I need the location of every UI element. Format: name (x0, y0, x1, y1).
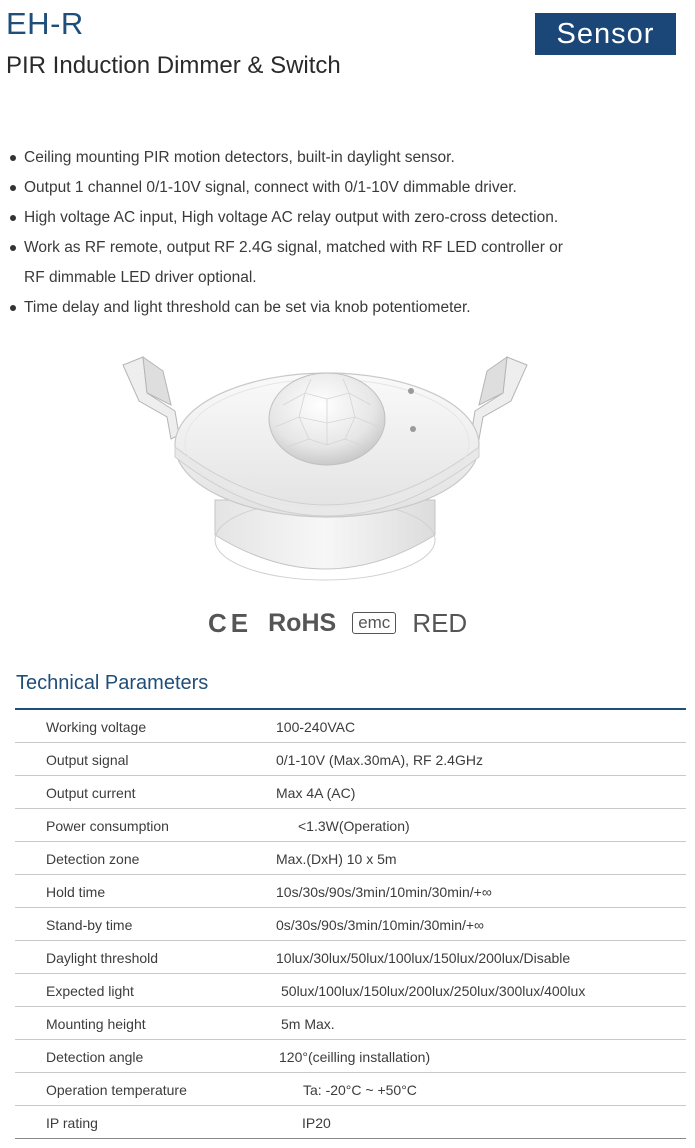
feature-item: Time delay and light threshold can be set via knob potentiometer. (8, 293, 678, 323)
param-name: IP rating (46, 1115, 98, 1131)
table-row (15, 1106, 686, 1139)
table-row (15, 1007, 686, 1040)
feature-item: High voltage AC input, High voltage AC relay output with zero-cross detection. (8, 203, 678, 233)
emc-mark: emc (352, 612, 396, 634)
param-name: Daylight threshold (46, 950, 159, 966)
param-name: Output signal (46, 752, 129, 768)
feature-list (8, 143, 678, 323)
param-value: 5m Max. (281, 1016, 335, 1032)
table-row (15, 908, 686, 941)
red-mark: RED (412, 607, 468, 638)
table-row (15, 974, 686, 1007)
rohs-mark: RoHS (268, 608, 337, 637)
param-name: Hold time (46, 884, 106, 900)
table-row (15, 842, 686, 875)
certification-marks (208, 606, 467, 640)
param-name: Stand-by time (46, 917, 133, 933)
bullet-icon (10, 155, 16, 161)
param-value: Max.(DxH) 10 x 5m (276, 851, 397, 867)
table-row (15, 1040, 686, 1073)
bullet-icon (10, 185, 16, 191)
table-row (15, 1073, 686, 1106)
feature-item: Work as RF remote, output RF 2.4G signal, matched with RF LED controller or RF dimmable LED driver optional. (8, 233, 678, 293)
param-value: 10lux/30lux/50lux/100lux/150lux/200lux/Disable (276, 950, 571, 966)
table-row (15, 710, 686, 743)
param-value: 50lux/100lux/150lux/200lux/250lux/300lux/400lux (281, 983, 586, 999)
param-value: 0s/30s/90s/3min/10min/30min/+∞ (276, 917, 485, 933)
param-name: Operation temperature (46, 1082, 187, 1098)
product-image (115, 335, 535, 590)
bullet-icon (10, 305, 16, 311)
table-row (15, 776, 686, 809)
param-name: Power consumption (46, 818, 169, 834)
param-value: <1.3W(Operation) (298, 818, 410, 834)
table-row (15, 809, 686, 842)
table-row (15, 941, 686, 974)
technical-parameters-title: Technical Parameters (16, 672, 209, 694)
bullet-icon (10, 215, 16, 221)
param-value: 100-240VAC (276, 719, 356, 735)
product-model: EH-R (6, 6, 84, 41)
param-name: Mounting height (46, 1016, 146, 1032)
ce-mark: CE (208, 607, 253, 638)
param-value: 120°(ceilling installation) (279, 1049, 431, 1065)
table-row (15, 743, 686, 776)
param-value: 0/1-10V (Max.30mA), RF 2.4GHz (276, 752, 483, 768)
feature-item: Ceiling mounting PIR motion detectors, built-in daylight sensor. (8, 143, 678, 173)
param-name: Working voltage (46, 719, 147, 735)
param-value: Ta: -20°C ~ +50°C (303, 1082, 417, 1098)
technical-parameters-table (15, 710, 686, 1139)
param-value: Max 4A (AC) (276, 785, 356, 801)
category-badge: Sensor (535, 13, 676, 55)
table-row (15, 875, 686, 908)
param-name: Expected light (46, 983, 134, 999)
product-subtitle: PIR Induction Dimmer & Switch (6, 52, 341, 79)
param-name: Detection zone (46, 851, 140, 867)
feature-item: Output 1 channel 0/1-10V signal, connect with 0/1-10V dimmable driver. (8, 173, 678, 203)
bullet-icon (10, 245, 16, 251)
param-name: Detection angle (46, 1049, 144, 1065)
param-value: IP20 (302, 1115, 331, 1131)
param-value: 10s/30s/90s/3min/10min/30min/+∞ (276, 884, 492, 900)
param-name: Output current (46, 785, 136, 801)
